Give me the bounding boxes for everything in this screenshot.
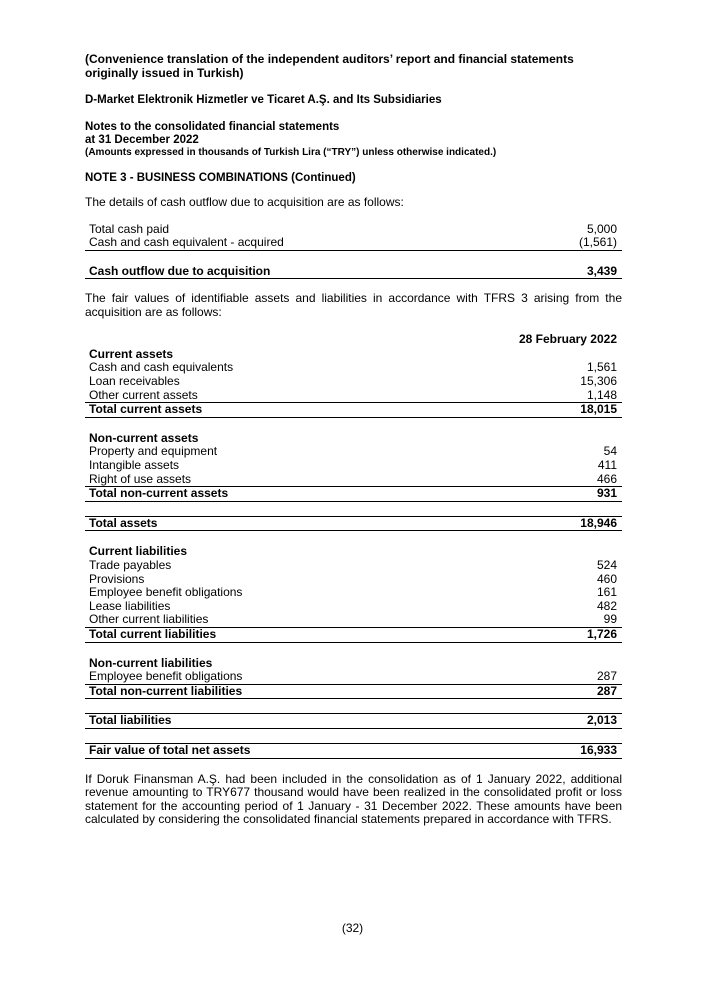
row-value: (1,561) [578, 235, 617, 250]
table-row: Other current assets 1,148 [85, 389, 622, 404]
table-row: Provisions 460 [89, 571, 617, 586]
document-page [85, 52, 622, 827]
total-row: Total current liabilities 1,726 [85, 628, 622, 643]
cash-outflow-table [85, 223, 622, 280]
notes-title: Notes to the consolidated financial statements [85, 121, 340, 133]
table-row: Cash and cash equivalents 1,561 [89, 360, 617, 375]
table-row: Loan receivables 15,306 [89, 374, 617, 389]
section-heading: Non-current assets [89, 430, 199, 445]
table-row: Right of use assets 466 [85, 473, 622, 488]
table-row: Employee benefit obligations 161 [89, 585, 617, 600]
section-heading: Non-current liabilities [89, 655, 213, 670]
table-row [85, 236, 622, 251]
fair-value-table [85, 333, 622, 758]
table-row: Trade payables 524 [89, 558, 617, 572]
section-heading: Current liabilities [89, 544, 188, 559]
net-assets-row: Fair value of total net assets 16,933 [85, 743, 622, 759]
total-row: Total non-current assets 931 [85, 487, 622, 502]
page-number: (32) [341, 921, 364, 935]
convenience-note: (Convenience translation of the independent auditors’ report and financial statements originally issued in Turkish) [85, 52, 574, 80]
table-row: Lease liabilities 482 [89, 598, 617, 613]
note-title: NOTE 3 - BUSINESS COMBINATIONS (Continued) [85, 172, 356, 184]
amounts-note: (Amounts expressed in thousands of Turkish Lira (“TRY”) unless otherwise indicated.) [85, 147, 497, 158]
cash-outflow-total-row [85, 265, 622, 280]
row-label: Cash outflow due to acquisition [89, 263, 271, 278]
total-assets-row: Total assets 18,946 [85, 516, 622, 532]
total-row: Total current assets 18,015 [85, 403, 622, 418]
column-header: 28 February 2022 [518, 332, 617, 347]
row-value: 5,000 [586, 221, 617, 236]
row-label: Total cash paid [89, 221, 170, 236]
fair-value-intro: The fair values of identifiable assets and liabilities in accordance with TFRS 3 arising from the acquisition are as follows: [85, 291, 622, 319]
total-row: Total non-current liabilities 287 [85, 685, 622, 700]
section-heading: Current assets [89, 346, 174, 361]
table-row: Employee benefit obligations 287 [85, 670, 622, 685]
closing-paragraph: If Doruk Finansman A.Ş. had been included in the consolidation as of 1 January 2022, additional revenue amounting to TRY677 thousand would have been realized in the consolidated profit or loss statement for the accounting period of 1 January - 31 December 2022. These amounts have been calculated by considering the consolidated financial statements prepared in accordance with TFRS. [85, 771, 622, 827]
company-name: D-Market Elektronik Hizmetler ve Ticaret A.Ş. and Its Subsidiaries [85, 94, 442, 106]
cash-intro: The details of cash outflow due to acquisition are as follows: [85, 195, 404, 209]
table-row: Other current liabilities 99 [85, 613, 622, 628]
report-date: at 31 December 2022 [85, 134, 199, 146]
table-row [85, 223, 622, 237]
total-liabilities-row: Total liabilities 2,013 [85, 713, 622, 729]
row-value: 3,439 [586, 263, 617, 278]
row-label: Cash and cash equivalent - acquired [89, 235, 284, 250]
table-row: Property and equipment 54 [89, 444, 617, 459]
table-row: Intangible assets 411 [89, 458, 617, 473]
